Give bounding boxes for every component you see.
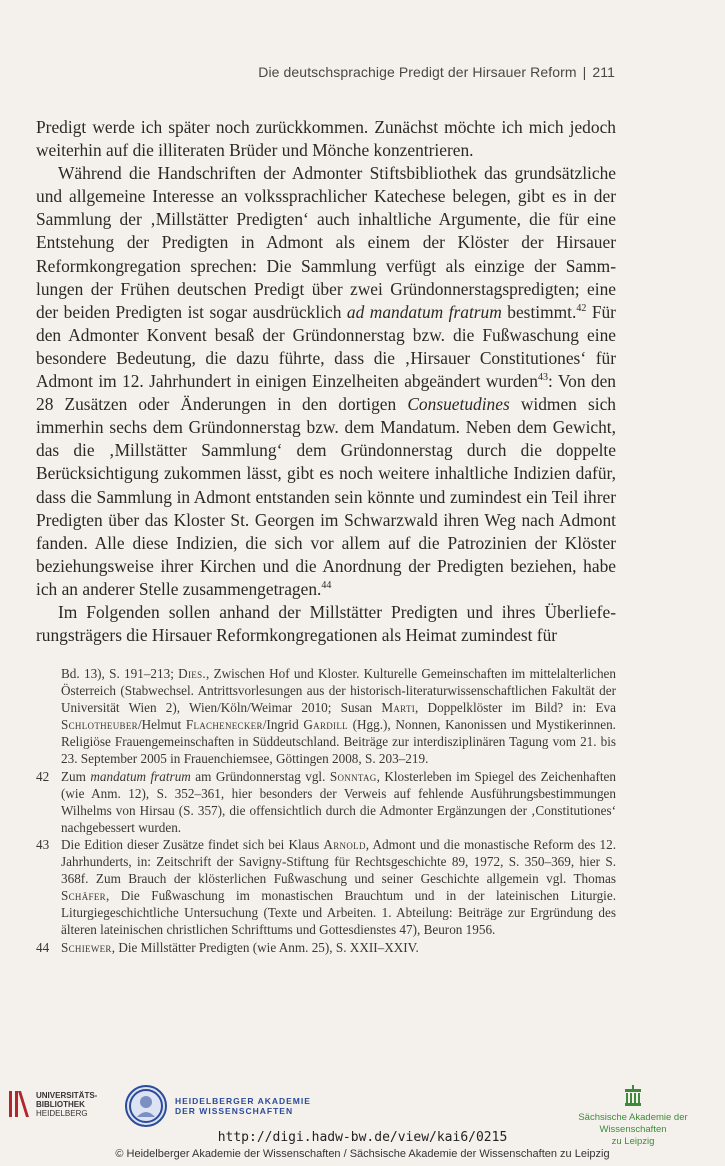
footnote-ref-42[interactable]: 42 [576,302,587,314]
text-run: bestimmt. [501,301,577,322]
text-run: am Gründonnerstag vgl. [190,768,330,784]
author-name: Arnold [323,836,366,852]
paragraph-2 [36,162,616,601]
latin-phrase: mandatum fratrum [90,768,191,784]
text-run: , Doppelklöster im Bild? in: Eva [415,700,616,716]
hadw-logo-text [175,1096,311,1116]
header-separator: | [582,64,587,80]
text-run: , Die Fußwaschung im monastischen Brauchtum und in der lateinischen Liturgie. Liturgiegeschichtliche Untersuchung (Texte und Arbeiten. 1. Abteilung: Beiträge zur Ergründung des älteren lateinischen christlichen Schrifttums und Gottesdienstes 47), Beuron 1956. [61,888,616,938]
hadw-line-1: HEIDELBERGER AKADEMIE [175,1096,311,1106]
footnote-number: 42 [36,768,50,784]
author-name: Schäfer [61,888,106,904]
author-name: Schiewer [61,939,112,955]
hadw-line-2: DER WISSENSCHAFTEN [175,1106,294,1116]
footnote-44 [36,939,616,956]
footnote-43 [36,836,616,939]
footnote-ref-43[interactable]: 43 [537,372,548,384]
author-name: Flachenecker [185,717,263,733]
latin-term: Consuetudines [407,394,510,415]
latin-phrase: ad mandatum fratrum [346,301,502,322]
text-run: Bd. 13), S. 191–213; [61,666,179,681]
footnote-42 [36,768,616,836]
text-run: , Die Millstätter Predigten (wie Anm. 25), S. XXII–XXIV. [111,939,419,955]
footnote-number: 44 [36,939,50,955]
text-run: Die Edition dieser Zusätze findet sich bei Klaus [61,836,324,852]
text-run: widmen sich immerhin sechs dem Gründonnerstag bzw. dem Mandatum. Neben dem Gewicht, das die ‚Millstätter Sammlung‘ dem Gründonnerstag durch die doppelte Berücksichtigung zukommen lässt, gibt es noch weitere inhaltliche Indizien dafür, dass die Sammlung in Admont entstanden sein könnte und zumindest ein Teil ihrer Predigten über das Kloster St. Georgen im Schwarzwald ihren Weg nach Admont fanden. Alle diese Indizien, die sich vor allem auf die Patrozinien der Klöster beziehungsweise ihrer Kirchen und die Anordnung der Predigten beziehen, habe ich an anderer Stelle zusammengetragen. [36,394,616,599]
author-name: Marti [381,700,416,716]
author-name: Schlotheuber [61,717,138,733]
footnote-number: 43 [36,836,50,852]
copyright-notice: © Heidelberger Akademie der Wissenschaften / Sächsische Akademie der Wissenschaften zu Leipzig [115,1148,610,1160]
text-run: /Ingrid [262,717,304,733]
text-run: : Von den 28 Zusätzen oder Änderungen in den dortigen [36,371,616,415]
ub-line-1: UNIVERSITÄTS- [36,1090,98,1100]
author-name: Dies. [178,666,206,681]
text-run: Während die Handschriften der Admonter Stiftsbibliothek das grundsätzliche und allgemeine Interesse an volkssprachlicher Katechese belegen, gibt es in der Sammlung der ‚Millstätter Predigten‘ auch inhaltliche Argumente, die für eine Entstehung der Predigten in Admont als einem der Klöster der Hirsauer Reformkongregation sprechen: Die Sammlung verfügt als einzige der Sammlungen der Frühen deutschen Predigt über zwei Gründonnerstagspredigten; eine der beiden Predigten ist sogar ausdrücklich [36,163,616,322]
footnote-text [61,939,616,956]
text-run: Predigt werde ich später noch zurückkommen. Zunächst möchte ich mich jedoch weiterhin auf die illiteraten Brüder und Mönche konzentrieren. [36,117,616,161]
running-title: Die deutschsprachige Predigt der Hirsauer Reform [258,64,577,80]
paragraph-1 [36,116,616,162]
footnote-ref-44[interactable]: 44 [321,580,332,592]
saw-building-icon [623,1085,643,1107]
hadw-seal-icon [125,1085,167,1127]
ub-line-3: HEIDELBERG [36,1108,88,1118]
text-run: , Zwischen Hof und Kloster. Kulturelle Gemeinschaften im mittelalterlichen Österreich (Stabwechsel. Antrittsvorlesungen aus der historisch-literaturwissenschaftlichen Fakultät der Universität Wien 2), Wien/Köln/Weimar 2010; Susan [61,666,616,716]
text-run: Für den Admonter Konvent besaß der Gründonnerstag bzw. die Fußwaschung eine besondere Bedeutung, die dazu führte, dass die ‚Hirsauer Constitutiones‘ für Admont im 12. Jahrhundert in einigen Einzelheiten abgeändert wurden [36,301,616,392]
running-header [258,64,615,80]
footnote-text [61,768,616,836]
author-name: Gardill [303,717,348,733]
saw-line-2: zu Leipzig [611,1136,655,1147]
text-run: , Klosterleben im Spiegel des Zeichenhaften (wie Anm. 12), S. 352–361, hier besonders der Verweis auf fehlende Ausführungsbestimmungen Wilhelms von Hirsau (S. 357), die offensichtlich durch die Admonter Ergänzungen der ‚Constitutiones‘ nachgebessert wurden. [61,768,616,835]
footnotes [36,665,616,956]
permalink-url[interactable]: http://digi.hadw-bw.de/view/kai6/0215 [217,1130,508,1145]
footnote-text [61,836,616,939]
text-run: , Admont und die monastische Reform des 12. Jahrhunderts, in: Zeitschrift der Savigny-Stiftung für Rechtsgeschichte 89, 1972, S. 350–369, hier S. 368f. Zum Brauch der klösterlichen Fußwaschung und seiner Geschichte allgemein vgl. Thomas [61,836,616,887]
text-run: Im Folgenden sollen anhand der Millstätter Predigten und ihres Überlieferungsträgers die Hirsauer Reformkongregationen als Heimat zumindest für [36,601,616,646]
ub-logo-icon [7,1088,31,1120]
text-run: (Hgg.), Nonnen, Kanonissen und Mystikerinnen. Religiöse Frauengemeinschaften in Süddeutschland. Beiträge zur interdisziplinären Tagung vom 21. bis 23. September 2005 in Frauenchiemsee, Göttingen 2008, S. 203–219. [61,717,616,767]
text-run: Zum [61,768,91,784]
text-run: /Helmut [137,717,186,733]
ub-heidelberg-logo[interactable] [7,1088,97,1120]
page-number: 211 [592,64,615,80]
author-name: Sonntag [329,768,377,784]
saw-line-1: Sächsische Akademie der Wissenschaften [578,1112,688,1135]
ub-line-2: BIBLIOTHEK [36,1099,85,1109]
main-text [36,116,616,647]
footnote-continuation [36,665,616,768]
paragraph-3 [36,601,616,647]
hadw-logo[interactable] [125,1085,311,1127]
ub-logo-text [36,1091,97,1118]
